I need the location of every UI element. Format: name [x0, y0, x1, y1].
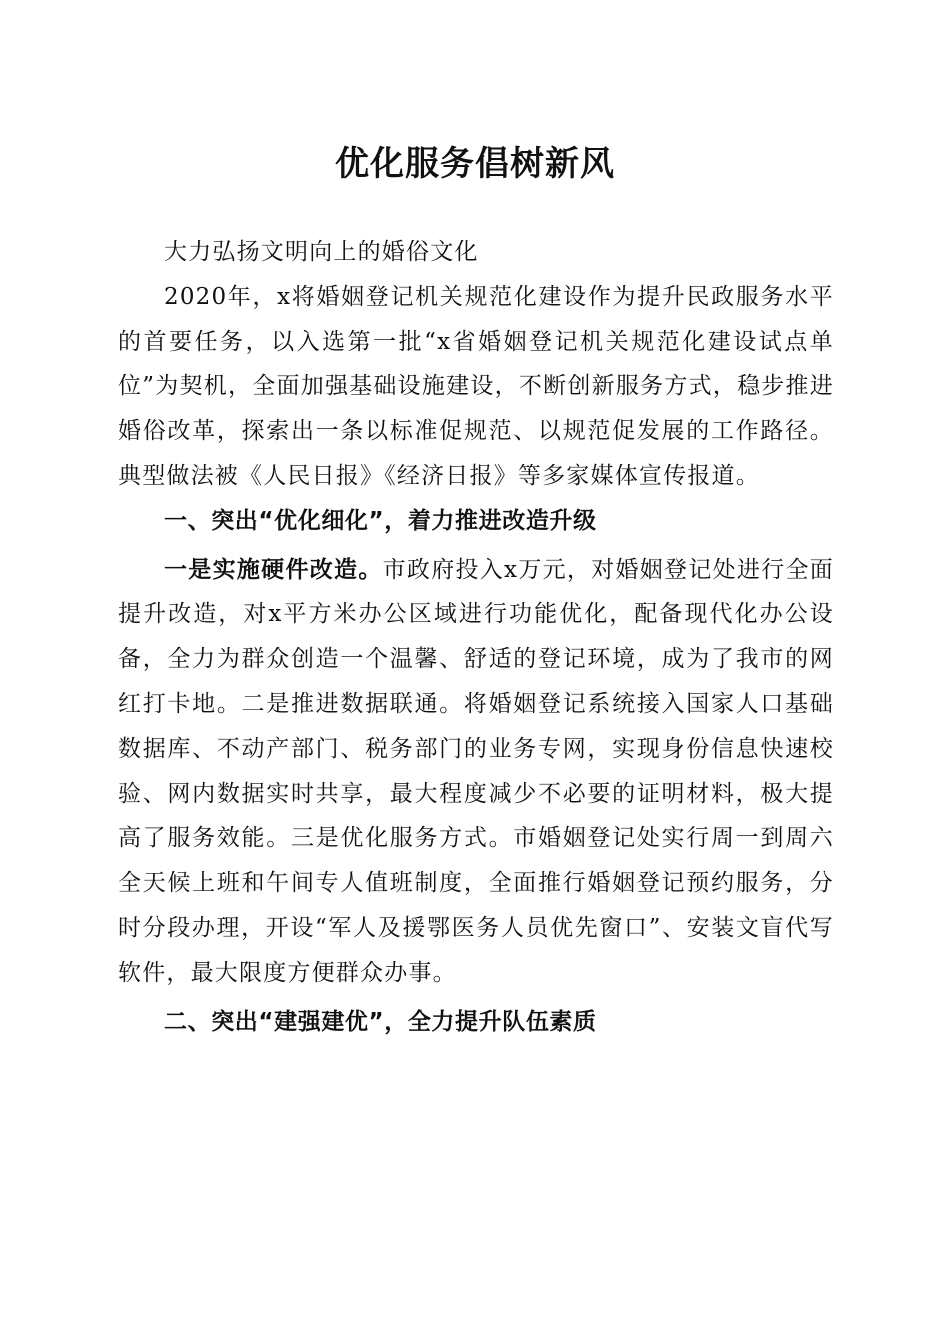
subtitle-paragraph: 大力弘扬文明向上的婚俗文化: [164, 239, 479, 265]
section-1-heading: 一、突出“优化细化”，着力推进改造升级: [164, 507, 597, 534]
section-1-lead-in: 一是实施硬件改造。: [164, 555, 383, 583]
section-1-body: 市政府投入x万元，对婚姻登记处进行全面提升改造，对x平方米办公区域进行功能优化，配备现代化办公设备，全力为群众创造一个温馨、舒适的登记环境，成为了我市的网红打卡地。二是推进数据联通。将婚姻登记系统接入国家人口基础数据库、不动产部门、税务部门的业务专网，实现身份信息快速校验、网内数据实时共享，最大程度减少不必要的证明材料，极大提高了服务效能。三是优化服务方式。市婚姻登记处实行周一到周六全天候上班和午间专人值班制度，全面推行婚姻登记预约服务，分时分段办理，开设“军人及援鄂医务人员优先窗口”、安装文盲代写软件，最大限度方便群众办事。: [118, 556, 834, 986]
section-2-heading: 二、突出“建强建优”，全力提升队伍素质: [164, 1008, 597, 1035]
intro-paragraph: 2020年，x将婚姻登记机关规范化建设作为提升民政服务水平的首要任务，以入选第一批“x省婚姻登记机关规范化建设试点单位”为契机，全面加强基础设施建设，不断创新服务方式，稳步推进婚俗改革，探索出一条以标准促规范、以规范促发展的工作路径。典型做法被《人民日报》《经济日报》等多家媒体宣传报道。: [118, 283, 834, 489]
document-title: 优化服务倡树新风: [335, 144, 615, 184]
section-1-paragraph: [118, 548, 834, 996]
document-body: [118, 230, 834, 1044]
